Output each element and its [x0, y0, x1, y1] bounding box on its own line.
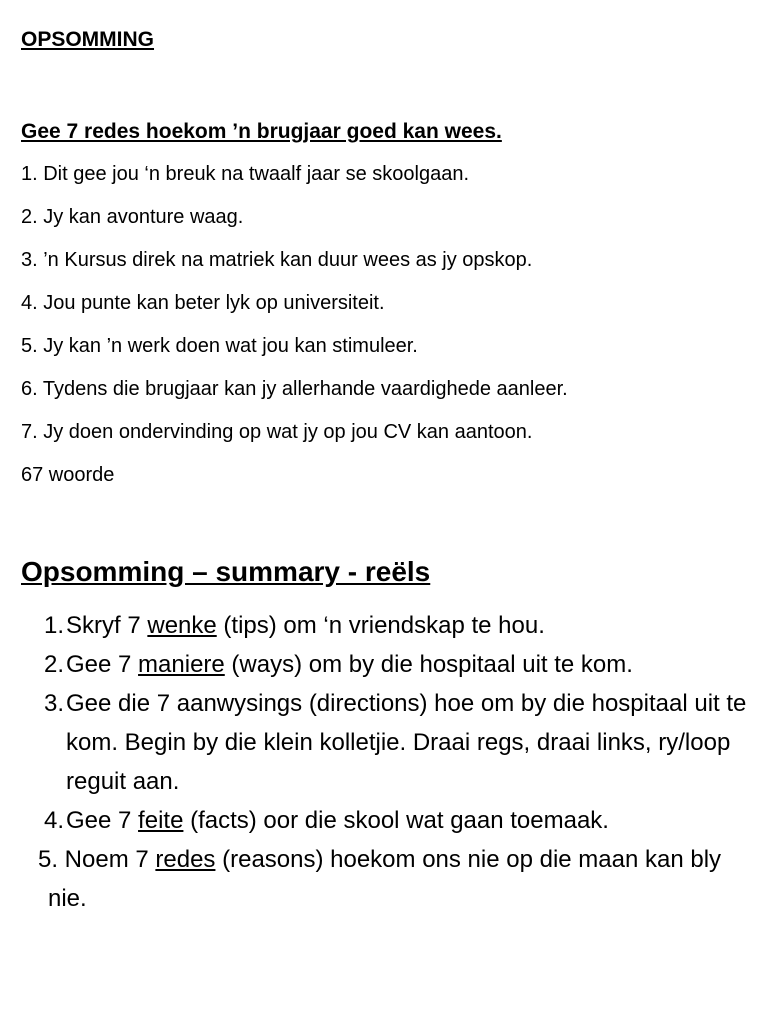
task-number: 1. [44, 612, 65, 639]
task-item [0, 840, 768, 918]
task-text: (reasons) hoekom ons nie op die maan kan bly nie. [48, 846, 722, 912]
task-list [0, 606, 768, 918]
task-text: Gee 7 [66, 651, 139, 678]
document-title: OPSOMMING [21, 28, 155, 51]
task-text: (facts) oor die skool wat gaan toemaak. [183, 807, 609, 834]
answer-item: 4. Jou punte kan beter lyk op universiteit. [21, 292, 385, 314]
answer-item: 7. Jy doen ondervinding op wat jy op jou CV kan aantoon. [21, 421, 533, 443]
section-heading: Opsomming – summary - reëls [21, 556, 431, 587]
question-heading: Gee 7 redes hoekom ’n brugjaar goed kan wees. [21, 120, 502, 143]
task-text: (tips) om ‘n vriendskap te hou. [216, 612, 545, 639]
task-keyword: redes [155, 846, 216, 873]
task-text: Gee 7 [66, 807, 139, 834]
task-item [0, 684, 768, 801]
answer-list [21, 160, 568, 461]
task-keyword: feite [138, 807, 184, 834]
task-number: 4. [44, 807, 65, 834]
task-item [0, 801, 768, 840]
task-text: Skryf 7 [66, 612, 148, 639]
answer-item: 1. Dit gee jou ‘n breuk na twaalf jaar se skoolgaan. [21, 163, 470, 185]
answer-item: 5. Jy kan ’n werk doen wat jou kan stimuleer. [21, 335, 418, 357]
task-text-wrap [0, 840, 754, 918]
task-number: 2. [44, 651, 65, 678]
answer-item: 2. Jy kan avonture waag. [21, 206, 244, 228]
task-text: (ways) om by die hospitaal uit te kom. [224, 651, 633, 678]
task-number: 5. [38, 846, 59, 873]
task-item [0, 606, 768, 645]
task-item [0, 645, 768, 684]
answer-item: 6. Tydens die brugjaar kan jy allerhande vaardighede aanleer. [21, 378, 568, 400]
task-text: Noem 7 [58, 846, 156, 873]
task-keyword: wenke [147, 612, 217, 639]
task-keyword: maniere [138, 651, 225, 678]
word-count: 67 woorde [21, 464, 115, 486]
task-text: Gee die 7 aanwysings (directions) hoe om by die hospitaal uit te kom. Begin by die klein kolletjie. Draai regs, draai links, ry/loop reguit aan. [66, 690, 747, 795]
answer-item: 3. ’n Kursus direk na matriek kan duur wees as jy opskop. [21, 249, 533, 271]
task-number: 3. [44, 690, 65, 717]
